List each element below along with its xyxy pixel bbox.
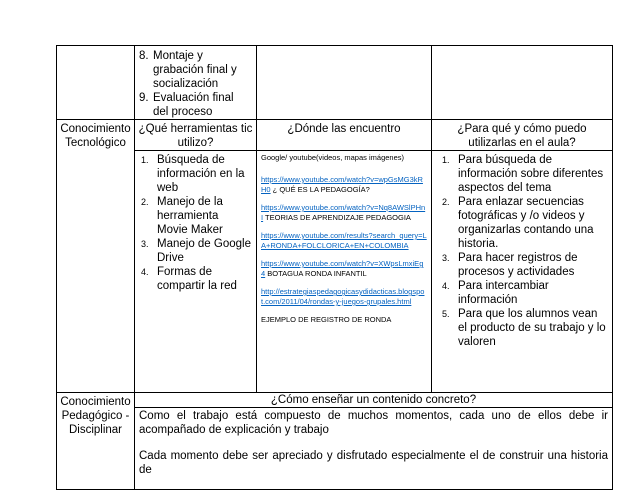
tools-cell: [135, 151, 257, 393]
tools-list: [135, 151, 256, 293]
step-item-number: 8.: [139, 50, 149, 62]
ped-label: Conocimiento Pedagógico - Disciplinar: [57, 393, 135, 490]
step-item-text: Montaje y grabación final y socialización: [153, 50, 237, 90]
where-header: ¿Dónde las encuentro: [257, 120, 432, 151]
ped-text-cell: [135, 408, 613, 490]
step-item-text: Evaluación final del proceso: [153, 92, 234, 118]
source-link[interactable]: https://www.youtube.com/watch?v=Nq8AWSlPHnI: [261, 203, 426, 222]
steps-label-cell: [57, 46, 135, 120]
purpose-item-number: 4.: [442, 281, 450, 291]
purpose-item-text: Para hacer registros de procesos y actividades: [458, 252, 578, 278]
purpose-item-text: Para búsqueda de información sobre diferentes aspectos del tema: [458, 154, 604, 194]
purpose-item-text: Para intercambiar información: [458, 280, 549, 306]
tool-item: [141, 237, 252, 265]
tpack-table: [56, 45, 613, 490]
step-item: [139, 49, 252, 91]
source-entry: [261, 287, 427, 307]
tool-item: [141, 265, 252, 293]
source-note: TEORIAS DE APRENDIZAJE PEDAGOGIA: [263, 213, 411, 222]
purpose-item-text: Para enlazar secuencias fotográficas y /o videos y organizarlas contando una historia.: [458, 196, 594, 250]
source-entry: [261, 203, 427, 223]
tool-item: [141, 153, 252, 195]
ped-paragraph-2: Cada momento debe ser apreciado y disfrutado especialmente el de construir una historia de: [139, 450, 608, 476]
purpose-item: [442, 153, 608, 195]
purpose-item: [442, 307, 608, 349]
steps-list: [135, 46, 256, 119]
sources-footer: EJEMPLO DE REGISTRO DE RONDA: [261, 315, 392, 324]
tool-item-number: 4.: [141, 267, 149, 277]
tool-item-text: Manejo de Google Drive: [157, 238, 251, 264]
steps-row: [57, 46, 613, 120]
source-link[interactable]: http://estrategiaspedagogicasydidacticas.blogspot.com/2011/04/rondas-y-juegos-grupales.html: [261, 287, 425, 306]
ped-content-row: [57, 408, 613, 490]
purpose-item: [442, 279, 608, 307]
steps-empty-cell: [257, 46, 432, 120]
source-entry: [261, 231, 427, 251]
tech-label: Conocimiento Tecnológico: [57, 120, 135, 393]
source-link[interactable]: https://www.youtube.com/watch?v=XWpsLmxiEg4: [261, 259, 424, 278]
tech-header-row: [57, 120, 613, 151]
tool-item-text: Manejo de la herramienta Movie Maker: [157, 196, 223, 236]
sources-cell: [257, 151, 432, 393]
sources-intro: Google/ youtube(videos, mapas imágenes): [261, 153, 404, 162]
tool-item: [141, 195, 252, 237]
tool-item-text: Formas de compartir la red: [157, 266, 237, 292]
tool-item-number: 2.: [141, 197, 149, 207]
tool-item-number: 1.: [141, 155, 149, 165]
tech-content-row: [57, 151, 613, 393]
ped-question: ¿Cómo enseñar un contenido concreto?: [135, 393, 613, 408]
tool-item-text: Búsqueda de información en la web: [157, 154, 245, 194]
sources-list: [261, 175, 427, 307]
ped-header-row: [57, 393, 613, 408]
purpose-item: [442, 251, 608, 279]
source-link[interactable]: https://www.youtube.com/results?search_query=LA+RONDA+FOLCLORICA+EN+COLOMBIA: [261, 231, 427, 250]
purpose-item-number: 3.: [442, 253, 450, 263]
why-header: ¿Para qué y cómo puedo utilizarlas en el aula?: [432, 120, 613, 151]
tool-item-number: 3.: [141, 239, 149, 249]
tools-header: ¿Qué herramientas tic utilizo?: [135, 120, 257, 151]
sources-block: [257, 151, 431, 325]
purpose-item: [442, 195, 608, 251]
purpose-item-number: 2.: [442, 197, 450, 207]
source-note: ¿ QUÉ ES LA PEDAGOGÍA?: [270, 185, 370, 194]
purposes-cell: [432, 151, 613, 393]
purposes-list: [432, 151, 612, 349]
source-entry: [261, 175, 427, 195]
purpose-item-text: Para que los alumnos vean el producto de su trabajo y lo valoren: [458, 308, 606, 348]
purpose-item-number: 1.: [442, 155, 450, 165]
step-item: [139, 91, 252, 119]
steps-empty-cell-2: [432, 46, 613, 120]
ped-paragraph-1: Como el trabajo está compuesto de muchos momentos, cada uno de ellos debe ir acompañado de explicación y trabajo: [139, 410, 608, 436]
purpose-item-number: 5.: [442, 309, 450, 319]
step-item-number: 9.: [139, 92, 149, 104]
source-link[interactable]: https://www.youtube.com/watch?v=wpGsMG3kRH0: [261, 175, 423, 194]
source-entry: [261, 259, 427, 279]
source-note: BOTAGUA RONDA INFANTIL: [265, 269, 367, 278]
steps-cell: [135, 46, 257, 120]
